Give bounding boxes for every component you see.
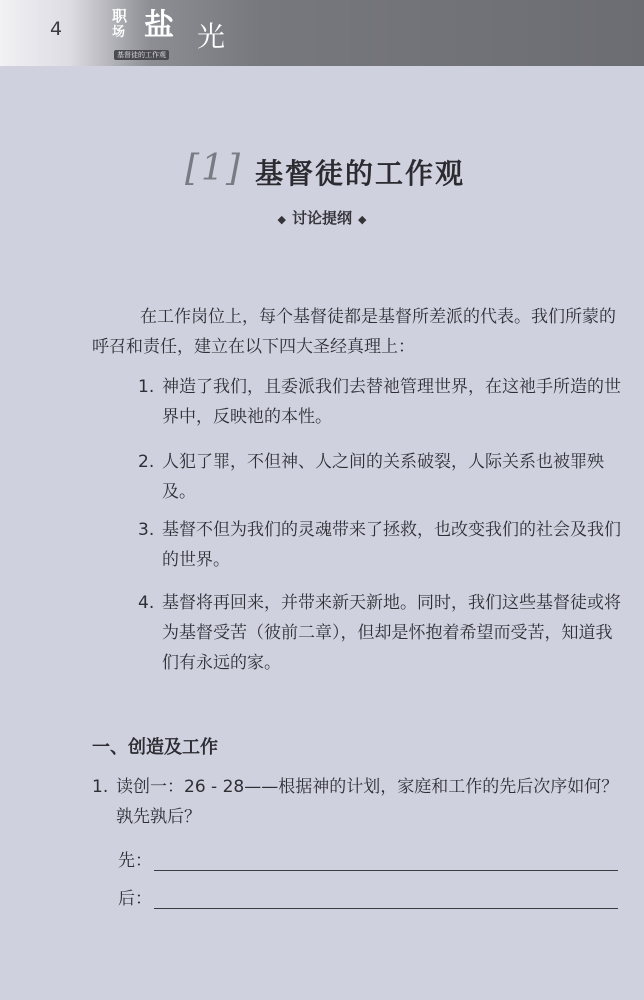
answer-field-second[interactable] — [118, 884, 618, 914]
logo-char-2: 场 — [112, 25, 126, 40]
question-item — [92, 772, 622, 832]
section-heading: 一、创造及工作 — [92, 737, 218, 758]
truth-number: 4. — [138, 593, 155, 613]
truth-text: 基督将再回来，并带来新天新地。同时，我们这些基督徒或将为基督受苦（彼前二章），但却是怀抱着希望而受苦，知道我们有永远的家。 — [162, 593, 621, 673]
chapter-title-text: 基督徒的工作观 — [255, 157, 466, 190]
truth-item — [138, 515, 628, 575]
page-header — [0, 0, 644, 66]
truth-number: 3. — [138, 520, 155, 540]
logo-char-3: 盐 — [144, 8, 174, 43]
answer-blank-line[interactable] — [154, 870, 618, 871]
chapter-number: [1] — [185, 148, 242, 189]
truth-number: 1. — [138, 377, 155, 397]
logo-char-1: 职 — [112, 7, 128, 25]
intro-text: 在工作岗位上，每个基督徒都是基督所差派的代表。我们所蒙的呼召和责任，建立在以下四大圣经真理上： — [92, 307, 616, 357]
answer-label: 先： — [118, 851, 152, 871]
page-number: 4 — [50, 18, 63, 40]
truth-item — [138, 447, 628, 507]
truth-text: 基督不但为我们的灵魂带来了拯救，也改变我们的社会及我们的世界。 — [162, 520, 621, 570]
logo-char-4: 光 — [197, 20, 226, 53]
diamond-icon: ◆ — [358, 213, 367, 226]
answer-field-first[interactable] — [118, 846, 618, 876]
chapter-subtitle — [0, 207, 644, 228]
subtitle-text: 讨论提纲 — [291, 209, 352, 227]
answer-blank-line[interactable] — [154, 908, 618, 909]
answer-label: 后： — [118, 889, 152, 909]
truth-item — [138, 372, 628, 432]
intro-paragraph — [92, 302, 632, 362]
truth-text: 神造了我们，且委派我们去替祂管理世界，在这祂手所造的世界中，反映祂的本性。 — [162, 377, 621, 427]
truth-number: 2. — [138, 452, 155, 472]
question-number: 1. — [92, 777, 109, 797]
logo-subtitle: 基督徒的工作观 — [114, 50, 169, 60]
truth-item — [138, 588, 628, 678]
book-logo — [112, 6, 232, 64]
question-text: 读创一：26 - 28——根据神的计划，家庭和工作的先后次序如何？孰先孰后？ — [116, 777, 619, 827]
truth-text: 人犯了罪，不但神、人之间的关系破裂，人际关系也被罪殃及。 — [162, 452, 604, 502]
chapter-title — [185, 148, 505, 192]
diamond-icon: ◆ — [277, 213, 286, 226]
